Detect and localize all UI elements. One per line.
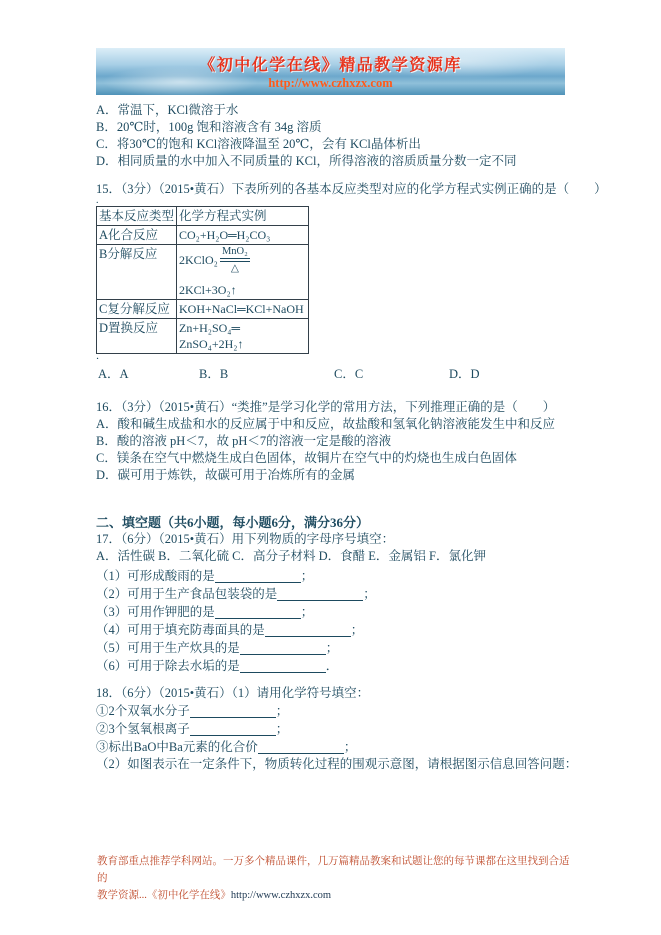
question14-options	[96, 102, 566, 170]
answer-blank	[190, 705, 276, 718]
row-label: B	[99, 247, 108, 261]
question17-blank-5	[96, 639, 566, 657]
question17-blank-6	[96, 657, 566, 675]
answer-blank	[258, 741, 344, 754]
equation-cell: KOH+NaCl═KCl+NaOH	[177, 300, 309, 319]
question16-option-b: B．酸的溶液 pH＜7，故 pH＜7的溶液一定是酸的溶液	[96, 434, 392, 448]
table-row	[97, 226, 309, 245]
question16-stem: 16．（3分）（2015•黄石）“类推”是学习化学的常用方法，下列推理正确的是（ ）	[96, 400, 556, 414]
header-equation-example: 化学方程式实例	[177, 207, 309, 226]
equation-reactant: 2KClO₂	[179, 253, 218, 267]
stray-mark: ．	[96, 351, 106, 362]
question14-option-d: D．相同质量的水中加入不同质量的 KCl，所得溶液的溶质质量分数一定不同	[96, 154, 517, 168]
blank-tail: ；	[343, 740, 357, 754]
blank-label: （3）可用作钾肥的是	[96, 605, 215, 619]
header-reaction-type: 基本反应类型	[97, 207, 177, 226]
question14-option-b: B．20℃时，100g 饱和溶液含有 34g 溶质	[96, 120, 322, 134]
row-label: A	[99, 228, 109, 242]
banner-url-link[interactable]: http://www.czhxzx.com	[268, 76, 393, 90]
blank-tail: ．	[325, 659, 339, 673]
question18-part2: （2）如图表示在一定条件下，物质转化过程的围观示意图，请根据图示信息回答问题：	[96, 757, 578, 771]
question16-option-d: D．碳可用于炼铁，故碳可用于冶炼所有的金属	[96, 468, 356, 482]
footer-line-2	[97, 887, 577, 904]
blank-label: （5）可用于生产炊具的是	[96, 641, 240, 655]
answer-blank	[240, 642, 326, 655]
reaction-type: 化合反应	[108, 228, 159, 242]
blank-label: （6）可用于除去水垢的是	[96, 659, 240, 673]
answer-blank	[265, 624, 351, 637]
footer-line-2-text: 教学资源...《初中化学在线》	[97, 890, 231, 901]
blank-label: ①2个双氧水分子	[96, 704, 190, 718]
table-row	[97, 300, 309, 319]
stray-mark: .	[96, 195, 99, 206]
table-row	[97, 245, 309, 300]
reaction-type: 置换反应	[108, 321, 159, 335]
equation-cell	[177, 319, 309, 354]
blank-tail: ；	[350, 623, 364, 637]
reaction-type-cell	[97, 245, 177, 300]
blank-label: （1）可形成酸雨的是	[96, 569, 215, 583]
reaction-type-cell	[97, 226, 177, 245]
equation-cell: CO₂+H₂O═H₂CO₃	[177, 226, 309, 245]
equation-product: 2KCl+3O₂↑	[179, 283, 237, 297]
equals-line	[220, 258, 250, 262]
site-banner	[96, 48, 565, 95]
condition-catalyst: MnO₂	[221, 246, 248, 257]
footer-line-1: 教育部重点推荐学科网站。一万多个精品课件，几万篇精品教案和试题让您的每节课都在这里找到合适的	[97, 856, 570, 884]
blank-label: （2）可用于生产食品包装袋的是	[96, 587, 278, 601]
blank-tail: ；	[363, 587, 376, 601]
exam-page	[96, 48, 607, 773]
question17-blank-3	[96, 603, 566, 621]
reaction-type: 复分解反应	[107, 302, 170, 316]
question16-option-c: C．镁条在空气中燃烧生成白色固体，故铜片在空气中的灼烧也生成白色固体	[96, 451, 517, 465]
row-label: C	[99, 302, 108, 316]
question17-blank-2	[96, 585, 566, 603]
question14-option-a: A．常温下，KCl微溶于水	[96, 103, 239, 117]
question14-option-c: C．将30℃的饱和 KCl溶液降温至 20℃，会有 KCl晶体析出	[96, 137, 421, 151]
answer-blank	[215, 606, 301, 619]
blank-tail: ；	[300, 569, 314, 583]
banner-title: 《初中化学在线》精品教学资源库	[199, 57, 462, 74]
blank-tail: ；	[325, 641, 339, 655]
question17-substance-list: A．活性碳 B．二氧化硫 C．高分子材料 D．食醋 E．金属铝 F．氯化钾	[96, 549, 486, 563]
question15-stem: 15．（3分）（2015•黄石）下表所列的各基本反应类型对应的化学方程式实例正确的是（ ）	[96, 182, 607, 196]
equation-reactant-line	[179, 246, 306, 274]
footer	[97, 853, 577, 904]
reaction-type-table	[96, 206, 309, 354]
equation-line-2: ZnSO₄+2H₂↑	[179, 337, 244, 351]
table-row	[97, 319, 309, 354]
equation-cell	[177, 245, 309, 300]
question17-blank-4	[96, 621, 566, 639]
reaction-condition	[220, 246, 250, 274]
blank-label: （4）可用于填充防毒面具的是	[96, 623, 265, 637]
blank-label: ②3个氢氧根离子	[96, 722, 190, 736]
question18-stem: 18．（6分）（2015•黄石）（1）请用化学符号填空：	[96, 686, 370, 700]
question17-blank-1	[96, 567, 566, 585]
footer-url-link[interactable]: http://www.czhxzx.com	[230, 890, 332, 901]
blank-tail: ；	[275, 722, 289, 736]
question17-stem: 17．（6分）（2015•黄石）用下列物质的字母序号填空：	[96, 532, 395, 546]
blank-tail: ；	[300, 605, 314, 619]
reaction-type: 分解反应	[107, 247, 158, 261]
answer-choice-b: B．B	[199, 367, 229, 381]
row-label: D	[99, 321, 109, 335]
blank-label: ③标出BaO中Ba元素的化合价	[96, 740, 258, 754]
section-two-title: 二、填空题（共6小题，每小题6分，满分36分）	[96, 515, 370, 530]
reaction-type-cell	[97, 300, 177, 319]
question16-option-a: A．酸和碱生成盐和水的反应属于中和反应，故盐酸和氢氧化钠溶液能发生中和反应	[96, 417, 556, 431]
condition-heat-icon: △	[230, 263, 239, 274]
answer-blank	[215, 570, 301, 583]
answer-choice-d: D．D	[449, 367, 480, 381]
question15-answer-choices	[96, 364, 566, 381]
answer-choice-a: A．A	[98, 367, 129, 381]
equation-line-1: Zn+H₂SO₄═	[179, 321, 240, 335]
answer-blank	[277, 588, 363, 601]
question18-item-2	[96, 720, 566, 738]
answer-choice-c: C．C	[334, 367, 364, 381]
question18-item-3	[96, 738, 566, 756]
reaction-type-cell	[97, 319, 177, 354]
answer-blank	[240, 660, 326, 673]
question18-item-1	[96, 702, 566, 720]
blank-tail: ；	[275, 704, 289, 718]
answer-blank	[190, 723, 276, 736]
table-header-row	[97, 207, 309, 226]
